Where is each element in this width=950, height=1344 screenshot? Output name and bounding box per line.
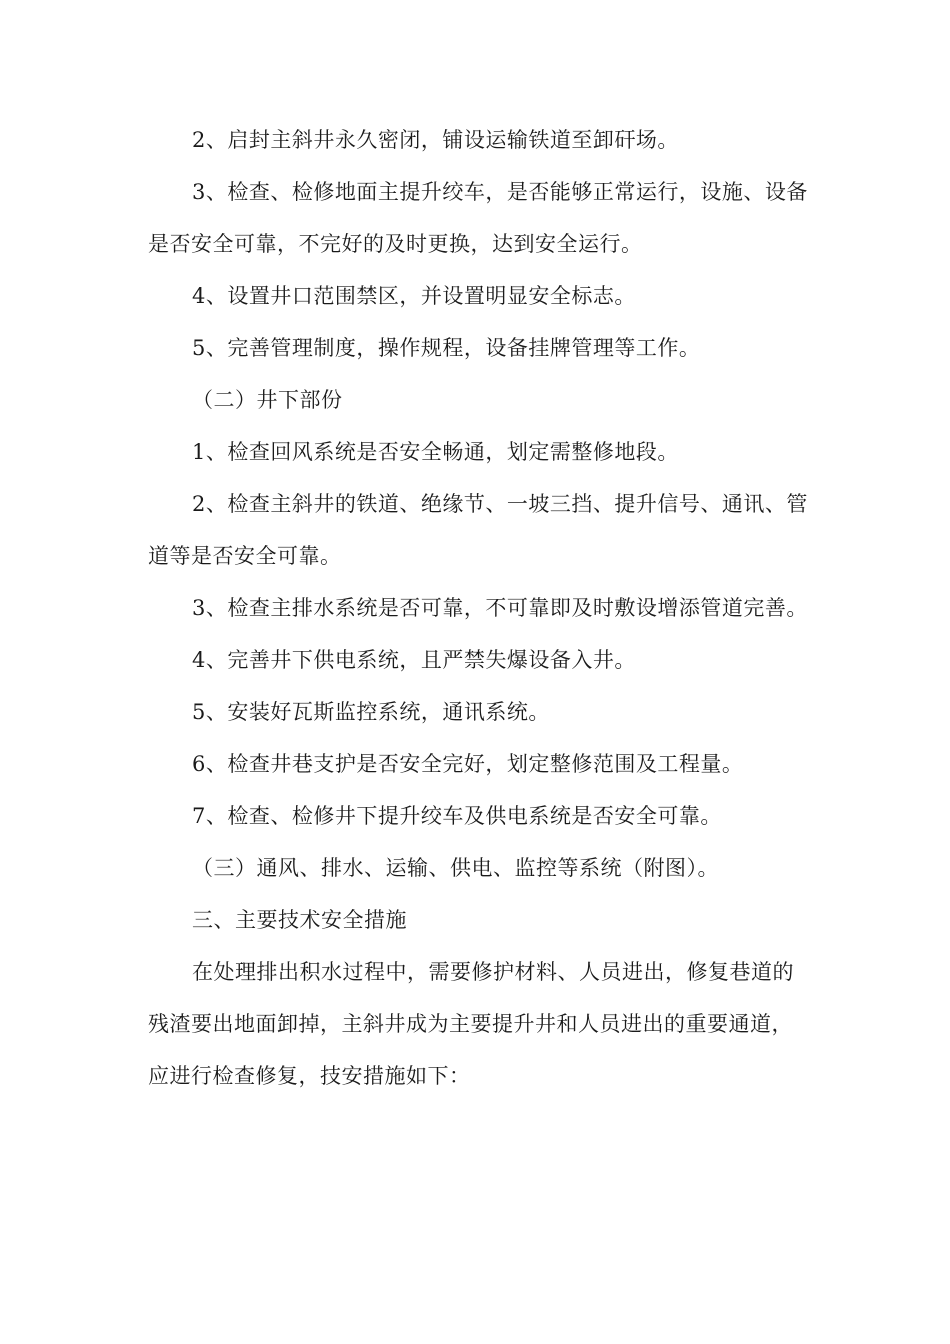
document-body [148,114,808,1102]
paragraph-underground-item-7: 7、检查、检修井下提升绞车及供电系统是否安全可靠。 [192,804,722,828]
paragraph-surface-item-2: 2、启封主斜井永久密闭，铺设运输铁道至卸矸场。 [192,128,679,152]
section-heading-underground: （二）井下部份 [192,388,343,412]
paragraph-surface-item-3: 3、检查、检修地面主提升绞车，是否能够正常运行，设施、设备是否安全可靠，不完好的及时更换，达到安全运行。 [148,180,808,256]
paragraph-surface-item-4: 4、设置井口范围禁区，并设置明显安全标志。 [192,284,636,308]
paragraph-safety-intro: 在处理排出积水过程中，需要修护材料、人员进出，修复巷道的残渣要出地面卸掉，主斜井成为主要提升井和人员进出的重要通道，应进行检查修复，技安措施如下： [148,960,794,1088]
paragraph-underground-item-3: 3、检查主排水系统是否可靠，不可靠即及时敷设增添管道完善。 [192,596,808,620]
paragraph-underground-item-4: 4、完善井下供电系统，且严禁失爆设备入井。 [192,648,636,672]
paragraph-underground-item-1: 1、检查回风系统是否安全畅通，划定需整修地段。 [192,440,679,464]
paragraph-underground-item-5: 5、安装好瓦斯监控系统，通讯系统。 [192,700,550,724]
paragraph-surface-item-5: 5、完善管理制度，操作规程，设备挂牌管理等工作。 [192,336,701,360]
paragraph-underground-item-2: 2、检查主斜井的铁道、绝缘节、一坡三挡、提升信号、通讯、管道等是否安全可靠。 [148,492,808,568]
section-heading-systems: （三）通风、排水、运输、供电、监控等系统（附图）。 [192,856,719,880]
paragraph-underground-item-6: 6、检查井巷支护是否安全完好，划定整修范围及工程量。 [192,752,744,776]
section-heading-safety-measures: 三、主要技术安全措施 [192,908,407,932]
